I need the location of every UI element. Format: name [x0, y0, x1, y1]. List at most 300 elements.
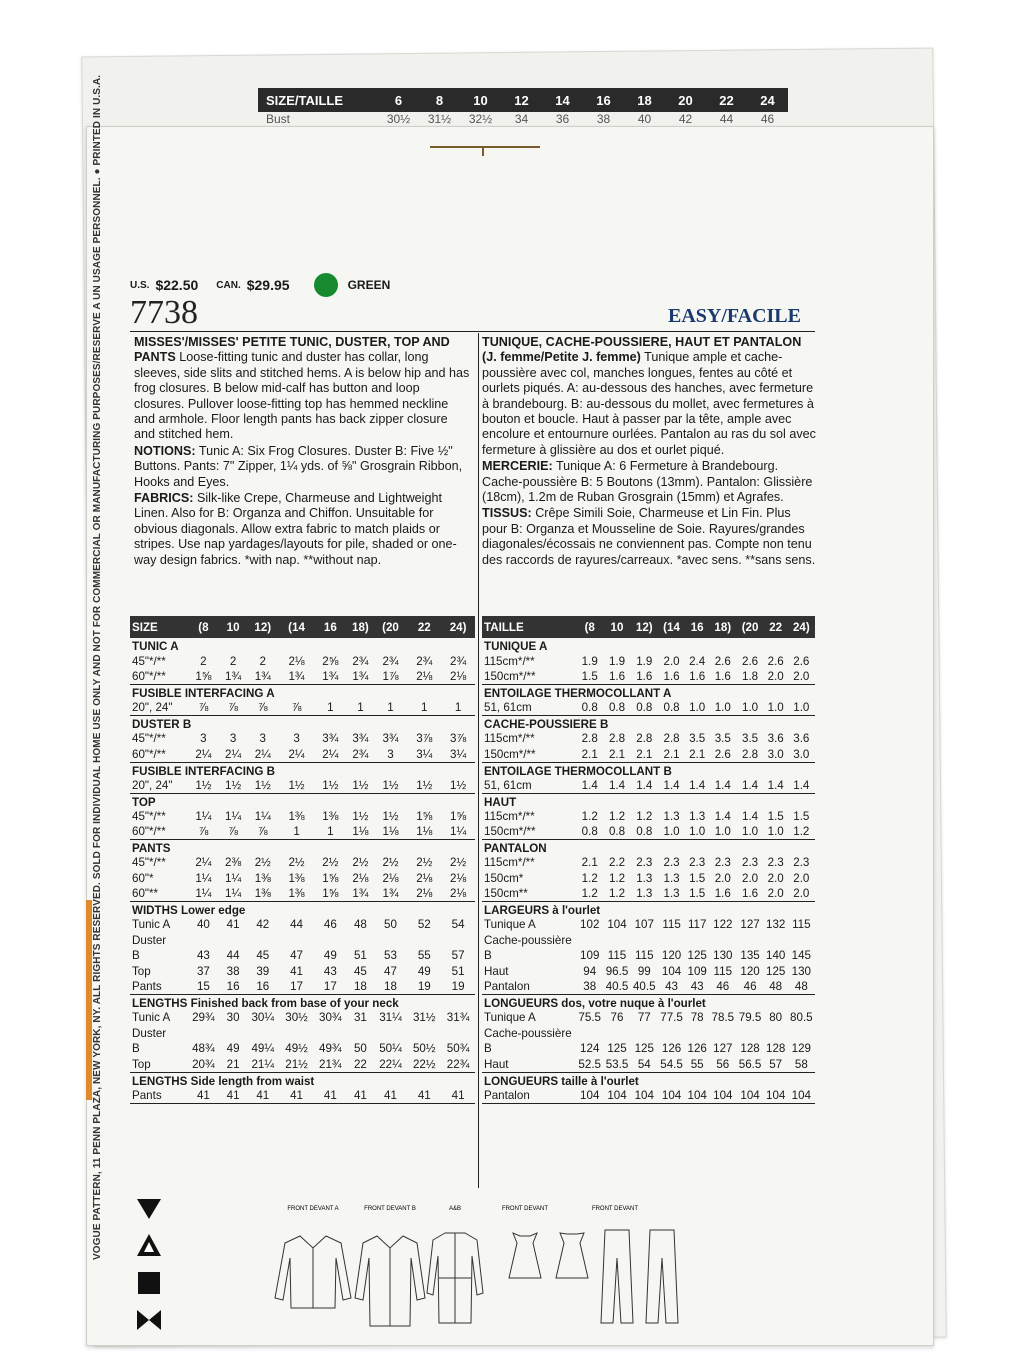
fr-cell: 109	[687, 964, 707, 978]
fr-cell: 3.0	[788, 747, 815, 763]
en-cell: 41	[441, 1088, 475, 1104]
fr-table-row	[482, 979, 815, 995]
en-cell: 30	[226, 1011, 240, 1025]
en-header-row	[130, 616, 475, 638]
fr-cell: 1.2	[608, 809, 626, 823]
fr-cell: 1.4	[788, 778, 815, 794]
fabrics-en-label: FABRICS:	[134, 491, 194, 506]
fr-cell: 1.6	[631, 669, 658, 685]
yardage-table-english	[130, 616, 475, 1104]
en-table-row	[130, 1041, 475, 1057]
fabrics-fr-label: TISSUS:	[482, 506, 532, 521]
en-cell: 1⅜	[288, 871, 305, 885]
fr-cell	[631, 933, 658, 949]
fr-table-row	[482, 855, 815, 871]
fr-header-cell: 18)	[709, 616, 736, 638]
fr-row-label: 115cm*/**	[484, 732, 535, 746]
fr-cell: 79.5	[738, 1011, 762, 1025]
fr-cell: 1.4	[742, 809, 759, 823]
fr-row-label: 150cm*/**	[482, 669, 576, 685]
en-cell: 49¾	[319, 1042, 342, 1056]
en-cell: 49	[226, 1042, 240, 1056]
fabrics-en	[134, 491, 472, 568]
fr-cell: 1.3	[636, 871, 653, 885]
en-row-label: 60"*/**	[130, 747, 187, 763]
fr-cell: 1.3	[689, 809, 706, 823]
fr-cell: 77	[637, 1011, 651, 1025]
en-cell: 21½	[280, 1057, 314, 1073]
fr-cell: 1.9	[581, 654, 598, 668]
fr-section-row	[482, 1072, 815, 1088]
en-cell: 51	[451, 964, 465, 978]
side-copyright-notice	[92, 74, 106, 1260]
en-header-cell: 10	[220, 616, 246, 638]
fr-cell: 2.0	[793, 871, 810, 885]
en-cell: 3⅞	[450, 732, 467, 746]
en-cell: 1⅞	[374, 669, 408, 685]
notions-fr	[482, 459, 817, 505]
fr-cell: 104	[709, 1088, 736, 1104]
fr-cell: 109	[580, 949, 600, 963]
description-en-title: MISSES'/MISSES' PETITE TUNIC, DUSTER, TOP AND PANTS	[134, 335, 450, 365]
fr-table-row	[482, 1010, 815, 1026]
fr-table-row	[482, 948, 815, 964]
fr-table-row	[482, 964, 815, 980]
en-cell: 45	[353, 964, 367, 978]
fr-section-title: LARGEURS à l'ourlet	[484, 904, 601, 917]
en-cell: 3	[200, 732, 207, 746]
en-cell: 2	[200, 654, 207, 668]
fr-header-cell: (14	[658, 616, 685, 638]
en-cell	[220, 1026, 246, 1042]
fr-cell: 48	[788, 979, 815, 995]
fr-cell: 1.2	[636, 809, 653, 823]
en-row-label: Tunic A	[132, 918, 171, 932]
fr-cell: 145	[791, 949, 811, 963]
fr-cell: 2.0	[788, 669, 815, 685]
fr-cell: 107	[634, 918, 654, 932]
fr-cell: 1.0	[658, 824, 685, 840]
en-cell: 51	[353, 949, 367, 963]
fr-cell: 2.3	[767, 856, 784, 870]
fr-cell: 3.5	[689, 732, 706, 746]
fr-cell: 1.6	[685, 669, 709, 685]
en-cell: 1⅝	[313, 886, 347, 902]
en-table-row	[130, 855, 475, 871]
en-cell: 1½	[280, 778, 314, 794]
fr-cell: 1.5	[576, 669, 603, 685]
en-cell: 19	[407, 979, 441, 995]
fr-cell: 115	[662, 918, 681, 932]
en-cell: 1	[313, 700, 347, 716]
en-cell: 50½	[412, 1042, 436, 1056]
fr-cell: 2.1	[603, 747, 630, 763]
en-table-row	[130, 700, 475, 716]
top-partial-value: 34	[514, 112, 529, 126]
fr-cell: 2.6	[742, 654, 759, 668]
fr-cell: 1.4	[764, 778, 788, 794]
en-cell: 49½	[285, 1042, 308, 1056]
en-cell: 41	[220, 1088, 246, 1104]
fr-header-cell: (8	[576, 616, 603, 638]
fr-row-label: 150cm**	[482, 886, 576, 902]
top-size-label: SIZE/TAILLE	[266, 92, 344, 108]
en-cell	[313, 1026, 347, 1042]
en-cell: 50¾	[446, 1042, 470, 1056]
fr-section-row	[482, 995, 815, 1011]
fr-cell: 94	[583, 964, 597, 978]
fr-cell: 2.0	[663, 654, 680, 668]
en-row-label: Top	[130, 1057, 187, 1073]
en-section-row	[130, 685, 475, 701]
fr-cell: 1.6	[658, 669, 685, 685]
en-cell: 2¼	[187, 747, 221, 763]
fr-cell: 115	[607, 949, 627, 963]
diagram-label-top: FRONT DEVANT	[501, 1206, 549, 1212]
fr-row-label: 115cm*/**	[484, 654, 535, 668]
fr-cell: 1.9	[608, 654, 626, 668]
fr-cell: 1.2	[788, 824, 815, 840]
en-cell: 3	[293, 732, 300, 746]
pattern-number: 7738	[130, 294, 198, 331]
en-table-row	[130, 933, 475, 949]
fr-cell: 2.3	[742, 856, 759, 870]
fr-header-row	[482, 616, 815, 638]
column-divider	[478, 333, 479, 1188]
header-rule	[130, 331, 815, 332]
fr-row-label: Haut	[484, 964, 509, 978]
en-row-label: Tunic A	[132, 1011, 171, 1025]
description-en-body: Loose-fitting tunic and duster has collar, long sleeves, side slits and stitched hems. A is below hip and has frog closures. B below mid-calf has button and loop closures. Pullover loose-fitting top has hemmed neckline and armhole. Floor length pants has back zipper closure and stitched hem.	[134, 350, 470, 442]
fr-cell: 3.5	[742, 732, 759, 746]
notions-fr-text: Tunique A: 6 Fermeture à Brandebourg. Cache-poussière B: 5 Boutons (13mm). Pantalon: Glissière (18cm), 1.2m de Ruban Grosgrain (15mm) et Agrafes.	[482, 459, 813, 505]
top-size-22: 22	[719, 92, 734, 108]
back-view-drawing	[427, 1233, 483, 1323]
en-cell	[407, 1026, 441, 1042]
en-cell: 53	[384, 949, 397, 963]
en-row-label: 45"*/**	[132, 856, 166, 870]
en-cell: 41	[347, 1088, 373, 1104]
fr-cell: 126	[687, 1042, 707, 1056]
en-cell: 44	[290, 918, 303, 932]
fr-cell: 1.5	[685, 886, 709, 902]
en-cell: 41	[290, 964, 303, 978]
en-table-row	[130, 979, 475, 995]
yardage-table-french	[482, 616, 815, 1104]
en-cell: 1½	[352, 809, 369, 823]
en-cell: 1½	[313, 778, 347, 794]
en-cell: 1¾	[347, 886, 373, 902]
fr-cell: 104	[661, 964, 682, 978]
en-cell	[187, 933, 221, 949]
top-size-values	[378, 93, 788, 108]
en-cell: 21¼	[246, 1057, 280, 1073]
fr-cell	[631, 1026, 658, 1042]
en-cell: 31¾	[446, 1011, 470, 1025]
fr-header-cell: 10	[603, 616, 630, 638]
fr-table-row	[482, 1088, 815, 1104]
fr-cell: 127	[713, 1042, 733, 1056]
fr-cell: 55	[685, 1057, 709, 1073]
fr-cell: 2.1	[685, 747, 709, 763]
fr-cell: 2.3	[714, 856, 731, 870]
fr-cell: 0.8	[631, 700, 658, 716]
description-fr-main	[482, 335, 817, 458]
fr-cell: 1.2	[581, 809, 598, 823]
fr-cell	[764, 1026, 788, 1042]
fr-cell: 120	[740, 964, 760, 978]
fr-cell: 2.6	[709, 747, 736, 763]
en-cell: 2	[259, 654, 266, 668]
fr-cell: 132	[766, 918, 786, 932]
en-cell: 1	[407, 700, 441, 716]
en-cell: 45	[256, 949, 270, 963]
en-cell: 18	[374, 979, 408, 995]
fr-cell: 1.5	[767, 809, 784, 823]
en-header-cell: (20	[374, 616, 408, 638]
en-section-title: LENGTHS Side length from waist	[132, 1074, 315, 1088]
fr-cell: 2.0	[788, 886, 815, 902]
fr-cell: 38	[576, 979, 603, 995]
en-header-cell: SIZE	[130, 616, 187, 638]
en-cell: 2¾	[416, 654, 433, 668]
fr-cell: 1.6	[709, 886, 736, 902]
fr-table-row	[482, 1041, 815, 1057]
en-cell: 42	[256, 918, 270, 932]
en-cell: 2⅛	[407, 669, 441, 685]
en-cell: 1½	[347, 778, 373, 794]
en-cell: 2⅛	[352, 871, 369, 885]
en-cell: 2⅛	[441, 886, 475, 902]
fr-cell: 104	[631, 1088, 658, 1104]
fr-cell: 102	[580, 918, 600, 932]
fr-table-row	[482, 871, 815, 887]
en-cell	[313, 933, 347, 949]
en-row-label: B	[132, 1042, 140, 1056]
en-cell: 3¾	[382, 732, 399, 746]
fr-row-label: 51, 61cm	[482, 700, 576, 716]
fr-table-row	[482, 917, 815, 933]
fr-cell: 2.1	[631, 747, 658, 763]
en-table-row	[130, 778, 475, 794]
fr-cell: 130	[791, 964, 811, 978]
fr-cell: 1.0	[685, 824, 709, 840]
en-cell: 38	[226, 964, 240, 978]
en-cell: 47	[384, 964, 397, 978]
en-row-label: 45"*/**	[132, 809, 166, 823]
fr-section-title: ENTOILAGE THERMOCOLLANT B	[484, 764, 672, 778]
fr-table-row	[482, 1057, 815, 1073]
en-cell: 20¾	[187, 1057, 221, 1073]
fr-cell	[736, 1026, 763, 1042]
fr-cell: 77.5	[660, 1011, 683, 1025]
en-cell: 1¼	[220, 886, 246, 902]
en-section-row	[130, 638, 475, 654]
en-cell: ⅞	[187, 700, 221, 716]
fr-section-row	[482, 716, 815, 732]
top-size-24: 24	[760, 92, 775, 108]
en-section-title: WIDTHS Lower edge	[132, 904, 246, 917]
en-cell: 3¼	[407, 747, 441, 763]
fr-header-cell: 16	[685, 616, 709, 638]
fr-cell: 117	[687, 918, 707, 932]
en-cell: 1⅝	[187, 669, 221, 685]
fr-cell: 48	[764, 979, 788, 995]
en-cell	[347, 1026, 373, 1042]
tunic-a-drawing	[275, 1236, 351, 1308]
en-section-title: TOP	[132, 795, 156, 809]
fr-cell: 2.0	[714, 871, 731, 885]
en-cell: 1¼	[441, 824, 475, 840]
en-cell: 48	[353, 918, 367, 932]
en-cell: 2⅛	[407, 886, 441, 902]
en-row-label: B	[132, 949, 140, 963]
fr-cell	[764, 933, 788, 949]
fr-cell: 1.6	[736, 886, 763, 902]
en-cell: 37	[196, 964, 210, 978]
en-cell: 1	[441, 700, 475, 716]
en-section-row	[130, 716, 475, 732]
en-cell: 1¾	[313, 669, 347, 685]
fr-cell: 2.6	[767, 654, 784, 668]
en-row-label: Duster	[132, 1026, 167, 1040]
fr-cell: 2.0	[767, 871, 784, 885]
fr-row-label: B	[484, 949, 492, 963]
en-cell: 1⅜	[280, 886, 314, 902]
fr-table-row	[482, 809, 815, 825]
fr-cell	[685, 1026, 709, 1042]
diagram-label-pants: FRONT DEVANT	[591, 1206, 639, 1212]
en-table-row	[130, 886, 475, 902]
en-row-label: 60"*	[132, 871, 154, 885]
en-table-row	[130, 917, 475, 933]
notions-fr-label: MERCERIE:	[482, 459, 553, 474]
fr-cell: 104	[576, 1088, 603, 1104]
en-cell: 31¼	[379, 1011, 402, 1025]
en-cell: 1⅝	[416, 809, 433, 823]
en-cell: 1½	[407, 778, 441, 794]
en-cell: 2¾	[347, 747, 373, 763]
fr-cell: 56	[709, 1057, 736, 1073]
fr-cell: 0.8	[631, 824, 658, 840]
en-cell: 22	[347, 1057, 373, 1073]
en-cell: 49¼	[251, 1042, 275, 1056]
en-cell: 39	[256, 964, 270, 978]
top-size-10: 10	[473, 92, 488, 108]
en-cell: 1½	[220, 778, 246, 794]
en-cell: 2¼	[195, 856, 212, 870]
fr-cell: 129	[791, 1042, 811, 1056]
en-cell: 31½	[412, 1011, 436, 1025]
fr-cell: 130	[713, 949, 733, 963]
top-front-drawing	[509, 1233, 541, 1278]
description-french	[482, 335, 817, 569]
fr-cell: 2.3	[663, 856, 680, 870]
en-header-cell: 22	[407, 616, 441, 638]
en-cell: 31	[353, 1011, 367, 1025]
en-cell: 1⅜	[246, 886, 280, 902]
en-cell: 1½	[246, 778, 280, 794]
bowtie-icon	[135, 1306, 163, 1334]
us-price: $22.50	[155, 277, 199, 293]
fr-cell	[658, 933, 685, 949]
en-cell: 2¼	[280, 747, 314, 763]
description-en-main	[134, 335, 472, 443]
en-header-cell: 12)	[246, 616, 280, 638]
en-section-row	[130, 840, 475, 856]
en-cell: 2⅛	[450, 871, 467, 885]
en-row-label: 20", 24"	[130, 778, 187, 794]
fr-cell: 58	[788, 1057, 815, 1073]
en-cell	[280, 1026, 314, 1042]
fr-cell: 126	[661, 1042, 682, 1056]
en-cell: 2⅛	[382, 871, 399, 885]
fr-cell: 46	[736, 979, 763, 995]
en-table-row	[130, 731, 475, 747]
en-cell: ⅞	[187, 824, 221, 840]
fr-cell: 40.5	[603, 979, 630, 995]
fr-row-label: 150cm*/**	[482, 747, 576, 763]
en-cell: 1½	[382, 809, 399, 823]
en-cell: 1¼	[187, 886, 221, 902]
en-cell: ⅞	[280, 700, 314, 716]
fr-header-cell: 24)	[788, 616, 815, 638]
fr-cell: 1.3	[631, 886, 658, 902]
en-cell: 40	[196, 918, 210, 932]
description-fr-body: Tunique ample et cache-poussière avec col, manches longues, fentes au côté et ourlets piqués. A: au-dessous des hanches, avec fermeture à brandebourg. B: au-dessous du mollet, avec fermetures à bouton et boucle. Haut à passer par la tête, ample avec encolure et entournure ourlées. Pantalon au ras du sol avec fermeture à glissière au dos et ourlet piqué.	[482, 350, 816, 457]
top-size-14: 14	[555, 92, 570, 108]
fr-cell: 3.6	[793, 732, 810, 746]
en-cell: 2⅝	[322, 654, 339, 668]
fr-cell: 54.5	[658, 1057, 685, 1073]
fr-cell: 1.5	[793, 809, 810, 823]
fr-section-title: LONGUEURS dos, votre nuque à l'ourlet	[484, 997, 706, 1010]
fr-cell: 1.2	[581, 871, 598, 885]
en-cell: 1½	[374, 778, 408, 794]
square-icon	[135, 1269, 163, 1297]
en-cell	[280, 933, 314, 949]
fr-cell: 2.3	[636, 856, 653, 870]
en-cell: 1½	[187, 778, 221, 794]
fr-cell	[603, 933, 630, 949]
en-cell: 2¾	[382, 654, 399, 668]
triangle-up-icon	[135, 1232, 163, 1260]
en-row-label: 20", 24"	[130, 700, 187, 716]
en-section-title: FUSIBLE INTERFACING B	[132, 764, 275, 778]
fr-cell: 2.3	[793, 856, 810, 870]
fr-header-cell: 22	[764, 616, 788, 638]
en-cell: 2¼	[313, 747, 347, 763]
fr-cell: 2.8	[581, 732, 598, 746]
en-cell: 1¾	[347, 669, 373, 685]
pants-front-drawing	[601, 1230, 633, 1323]
fr-section-title: PANTALON	[484, 842, 547, 855]
fr-cell: 1.0	[736, 824, 763, 840]
en-cell: 17	[313, 979, 347, 995]
en-cell	[246, 933, 280, 949]
fr-cell: 80.5	[790, 1011, 813, 1025]
fr-header-cell: (20	[736, 616, 763, 638]
fr-cell	[576, 933, 603, 949]
en-section-row	[130, 762, 475, 778]
top-partial-label: Bust	[266, 112, 291, 126]
fr-cell: 2.3	[689, 856, 706, 870]
en-cell: 1¼	[225, 871, 242, 885]
en-cell: 2⅛	[288, 654, 305, 668]
fr-table-row	[482, 700, 815, 716]
en-cell: 57	[451, 949, 465, 963]
fr-cell: 2.8	[608, 732, 626, 746]
